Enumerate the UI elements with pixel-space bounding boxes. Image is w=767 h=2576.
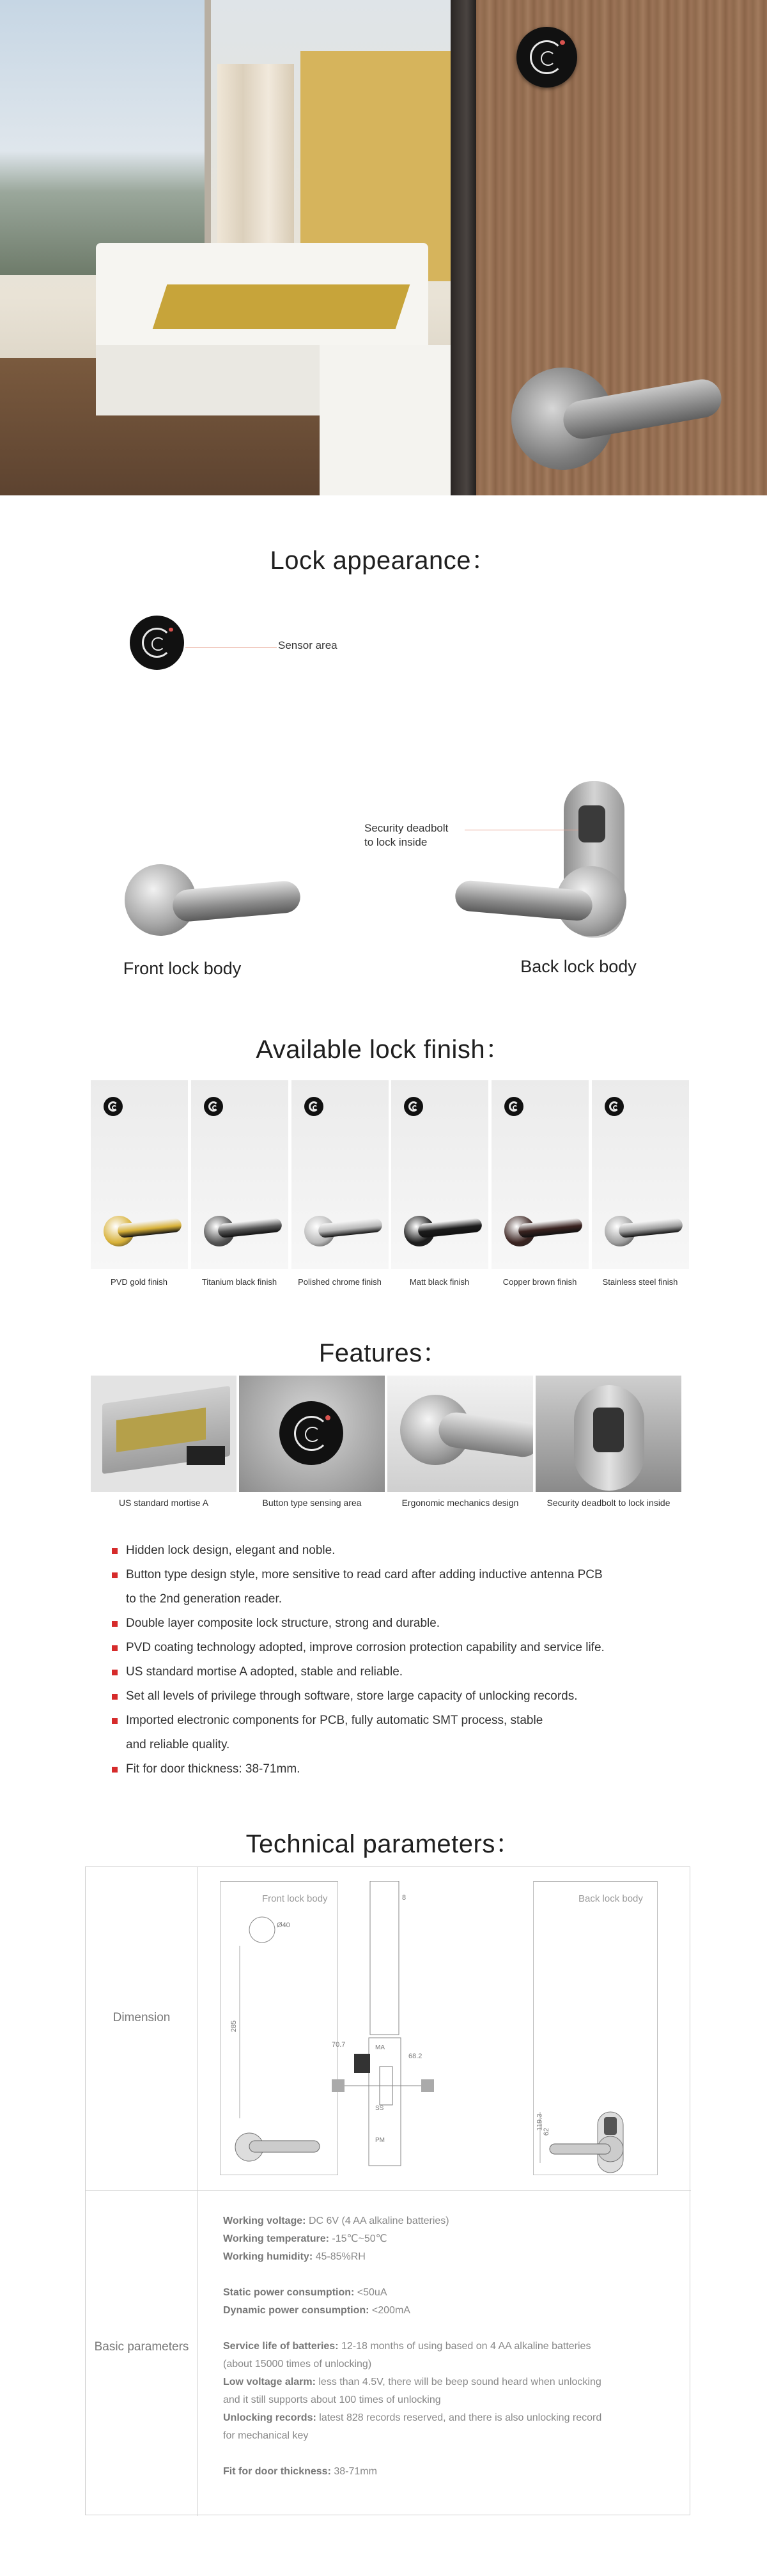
param-value: (about 15000 times of unlocking) xyxy=(223,2359,372,2370)
finish-label: Copper brown finish xyxy=(502,1277,577,1287)
param-key: Dynamic power consumption: xyxy=(223,2305,369,2316)
dim-w68: 68.2 xyxy=(408,2052,422,2060)
param-value: latest 828 records reserved, and there is also unlocking record xyxy=(316,2412,602,2423)
param-key: Working humidity: xyxy=(223,2251,313,2262)
param-spacer xyxy=(223,2320,670,2338)
param-row xyxy=(223,2409,670,2427)
front-drawing-title: Front lock body xyxy=(262,1893,328,1904)
param-row xyxy=(223,2212,670,2230)
param-row xyxy=(223,2338,670,2355)
mortise-drawing xyxy=(306,1881,453,2175)
param-row xyxy=(223,2463,670,2481)
card-sensor-icon xyxy=(504,1097,523,1116)
finish-card xyxy=(91,1080,188,1269)
param-value: <200mA xyxy=(369,2305,410,2316)
param-row xyxy=(223,2391,670,2409)
param-spacer xyxy=(223,2266,670,2284)
button-sensor-icon xyxy=(279,1401,343,1465)
finish-label: PVD gold finish xyxy=(111,1277,167,1287)
bullet-item: PVD coating technology adopted, improve corrosion protection capability and service life. xyxy=(112,1636,687,1660)
table-divider-horizontal xyxy=(86,2190,691,2191)
dim-h62: 62 xyxy=(543,2127,551,2136)
param-row xyxy=(223,2248,670,2266)
param-key: Unlocking records: xyxy=(223,2412,316,2423)
finish-card xyxy=(592,1080,689,1269)
back-drawing-title: Back lock body xyxy=(578,1893,643,1904)
param-spacer xyxy=(223,2445,670,2463)
card-sensor-icon xyxy=(605,1097,624,1116)
param-value: <50uA xyxy=(354,2287,387,2298)
param-value: 38-71mm xyxy=(330,2466,377,2477)
feature-image-ergonomic xyxy=(387,1376,533,1492)
param-row xyxy=(223,2373,670,2391)
bullet-item xyxy=(112,1709,687,1757)
feature-image-deadbolt xyxy=(536,1376,681,1492)
tech-table xyxy=(85,1866,690,2515)
back-lock-svg xyxy=(534,1882,658,2176)
param-value: for mechanical key xyxy=(223,2430,309,2441)
finish-label: Stainless steel finish xyxy=(602,1277,678,1287)
param-row xyxy=(223,2284,670,2302)
card-sensor-icon xyxy=(404,1097,423,1116)
sensor-area-label: Sensor area xyxy=(278,639,337,651)
bullet-item: Hidden lock design, elegant and noble. xyxy=(112,1539,687,1563)
window xyxy=(0,0,211,275)
card-sensor-icon xyxy=(104,1097,123,1116)
deadbolt-label-line-2: to lock inside xyxy=(364,836,428,848)
label-pm: PM xyxy=(375,2137,385,2144)
param-value: and it still supports about 100 times of unlocking xyxy=(223,2394,441,2405)
mortise-svg xyxy=(306,1881,453,2175)
deadbolt-knob xyxy=(578,805,605,842)
feature-label: Ergonomic mechanics design xyxy=(401,1498,519,1508)
card-sensor-icon xyxy=(304,1097,323,1116)
finish-card xyxy=(191,1080,288,1269)
feature-label: Button type sensing area xyxy=(262,1498,362,1508)
tech-title: Technical parameters： xyxy=(245,1830,522,1858)
back-lock-drawing xyxy=(533,1881,658,2175)
finish-title: Available lock finish： xyxy=(256,1036,511,1064)
param-row xyxy=(223,2302,670,2320)
param-value: 45-85%RH xyxy=(313,2251,366,2262)
feature-label: US standard mortise A xyxy=(118,1498,209,1508)
dim-h285: 285 xyxy=(230,2020,238,2033)
dim-w70: 70.7 xyxy=(332,2041,346,2049)
finish-card xyxy=(291,1080,389,1269)
sensor-leader-line xyxy=(185,647,277,648)
param-row xyxy=(223,2355,670,2373)
finish-card xyxy=(492,1080,589,1269)
door-edge xyxy=(451,0,477,495)
bullet-continuation: to the 2nd generation reader. xyxy=(126,1592,283,1606)
dim-d40: Ø40 xyxy=(277,1921,290,1929)
features-title: Features： xyxy=(318,1339,449,1367)
hero-photo xyxy=(0,0,767,495)
basic-params-label: Basic parameters xyxy=(94,2340,189,2354)
param-key: Static power consumption: xyxy=(223,2287,355,2298)
appearance-title: Lock appearance： xyxy=(270,547,497,575)
param-value: DC 6V (4 AA alkaline batteries) xyxy=(306,2215,449,2226)
card-sensor-icon xyxy=(516,27,577,88)
param-key: Fit for door thickness: xyxy=(223,2466,331,2477)
bullet-item: US standard mortise A adopted, stable and reliable. xyxy=(112,1660,687,1684)
bullet-item: Double layer composite lock structure, strong and durable. xyxy=(112,1611,687,1636)
label-ma: MA xyxy=(375,2044,385,2051)
feature-image-mortise xyxy=(91,1376,236,1492)
label-ss: SS xyxy=(375,2105,384,2112)
param-key: Working voltage: xyxy=(223,2215,306,2226)
bullet-item: Fit for door thickness: 38-71mm. xyxy=(112,1757,687,1781)
bullet-text: Button type design style, more sensitive to read card after adding inductive antenna PCB xyxy=(126,1568,603,1581)
dim-d8: 8 xyxy=(402,1894,407,1902)
param-key: Service life of batteries: xyxy=(223,2341,339,2352)
bullet-continuation: and reliable quality. xyxy=(126,1738,230,1751)
param-value: -15℃~50℃ xyxy=(329,2233,387,2244)
feature-image-sensor xyxy=(239,1376,385,1492)
sensor-area-icon xyxy=(130,616,184,670)
bullet-text: Imported electronic components for PCB, fully automatic SMT process, stable xyxy=(126,1714,543,1727)
finish-label: Titanium black finish xyxy=(201,1277,277,1287)
feature-bullets xyxy=(112,1539,687,1781)
param-row xyxy=(223,2230,670,2248)
param-key: Working temperature: xyxy=(223,2233,329,2244)
feature-label: Security deadbolt to lock inside xyxy=(546,1498,670,1508)
back-lock-caption: Back lock body xyxy=(520,957,637,976)
param-row xyxy=(223,2427,670,2445)
finish-label: Polished chrome finish xyxy=(298,1277,382,1287)
basic-params-list xyxy=(223,2212,670,2481)
deadbolt-label-line-1: Security deadbolt xyxy=(364,822,449,834)
bullet-item: Set all levels of privilege through software, store large capacity of unlocking records. xyxy=(112,1684,687,1709)
bullet-item xyxy=(112,1563,687,1611)
card-sensor-icon xyxy=(204,1097,223,1116)
finish-label: Matt black finish xyxy=(409,1277,470,1287)
param-value: less than 4.5V, there will be beep sound heard when unlocking xyxy=(315,2377,601,2387)
second-bed xyxy=(320,345,454,495)
param-value: 12-18 months of using based on 4 AA alkaline batteries xyxy=(338,2341,591,2352)
dim-h1193: 119.3 xyxy=(536,2113,544,2131)
param-key: Low voltage alarm: xyxy=(223,2377,316,2387)
bed-runner xyxy=(153,284,410,329)
dimension-label: Dimension xyxy=(112,2011,171,2024)
front-lock-caption: Front lock body xyxy=(123,959,242,978)
finish-card xyxy=(391,1080,488,1269)
